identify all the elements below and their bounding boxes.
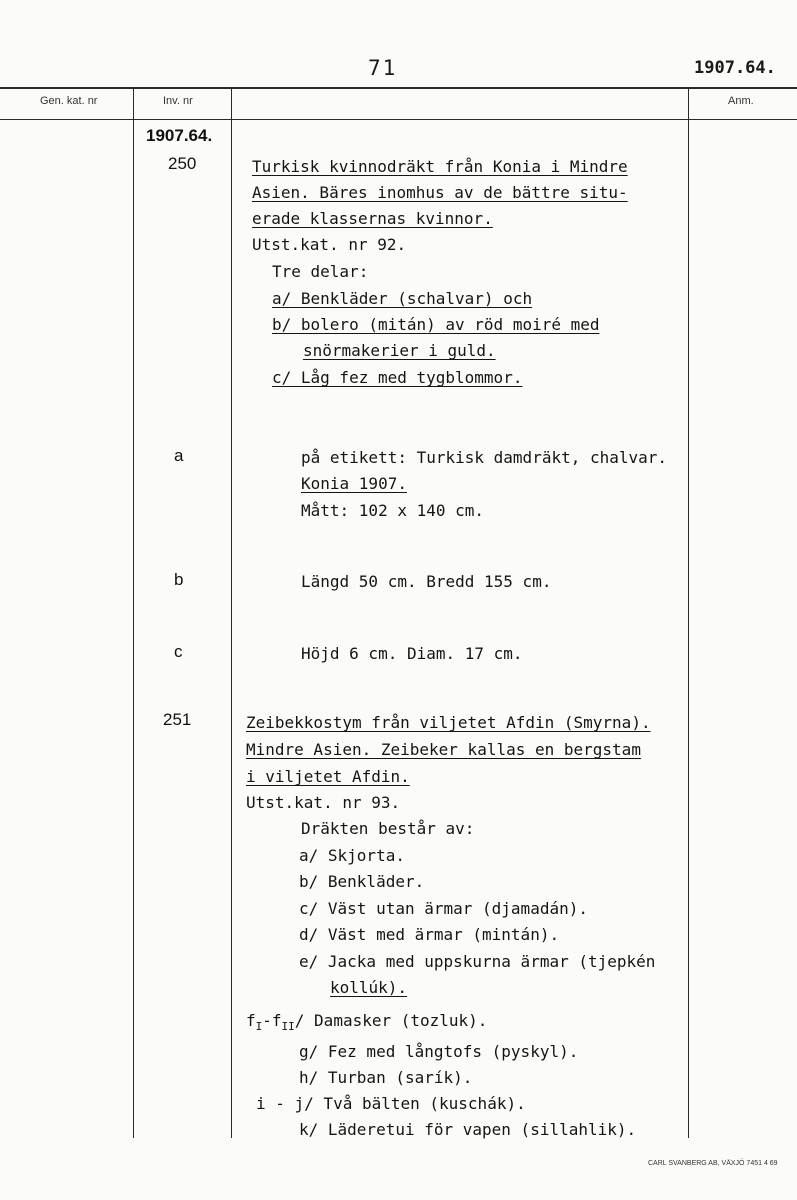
entry-251-part-f (246, 1011, 487, 1033)
entry-251-catalog-number: Utst.kat. nr 93. (246, 793, 401, 812)
printer-imprint: CARL SVANBERG AB, VÄXJÖ 7451 4 69 (648, 1160, 778, 1167)
inventory-number-251: 251 (163, 710, 192, 729)
header-top-rule (0, 87, 797, 89)
detail-a-dimensions: Mått: 102 x 140 cm. (301, 501, 485, 520)
entry-250-part-c: c/ Låg fez med tygblommor. (272, 368, 523, 387)
entry-251-description-2: Mindre Asien. Zeibeker kallas en bergstam (246, 740, 641, 759)
header-bottom-rule (0, 119, 797, 120)
entry-251-part-a: a/ Skjorta. (299, 846, 405, 865)
detail-a-label-text: på etikett: Turkisk damdräkt, chalvar. (301, 448, 668, 467)
entry-251-description-1: Zeibekkostym från viljetet Afdin (Smyrna). (246, 713, 651, 732)
entry-250-catalog-number: Utst.kat. nr 92. (252, 235, 407, 254)
part-f-subscript-2: II (281, 1020, 295, 1034)
entry-251-part-e-2: kollúk). (330, 978, 408, 997)
part-f-prefix: f (246, 1011, 256, 1030)
inventory-series: 1907.64. (146, 126, 213, 145)
collection-reference: 1907.64. (694, 58, 776, 78)
column-divider-1 (133, 88, 134, 1138)
column-header-gen-kat: Gen. kat. nr (40, 95, 98, 107)
entry-250-description-2: Asien. Bäres inomhus av de bättre situ- (252, 183, 628, 202)
entry-251-part-h: h/ Turban (sarík). (299, 1068, 473, 1087)
detail-letter-b: b (174, 570, 184, 589)
entry-250-part-a: a/ Benkläder (schalvar) och (272, 289, 533, 308)
inventory-number-250: 250 (168, 154, 197, 173)
entry-251-description-3: i viljetet Afdin. (246, 767, 410, 786)
entry-251-part-i-j: i - j/ Två bälten (kuschák). (256, 1094, 526, 1113)
entry-251-parts-intro: Dräkten består av: (301, 819, 475, 838)
detail-b-dimensions: Längd 50 cm. Bredd 155 cm. (301, 572, 552, 591)
entry-251-part-g: g/ Fez med långtofs (pyskyl). (299, 1042, 579, 1061)
entry-251-part-c: c/ Väst utan ärmar (djamadán). (299, 899, 588, 918)
detail-a-place-year: Konia 1907. (301, 474, 407, 493)
page-number: 71 (368, 56, 398, 80)
entry-250-description-3: erade klassernas kvinnor. (252, 209, 493, 228)
entry-251-part-e-1: e/ Jacka med uppskurna ärmar (tjepkén (299, 952, 656, 971)
entry-251-part-b: b/ Benkläder. (299, 872, 425, 891)
detail-letter-a: a (174, 446, 184, 465)
column-header-inv: Inv. nr (163, 95, 193, 107)
part-f-text: / Damasker (tozluk). (294, 1011, 488, 1030)
entry-251-part-k: k/ Läderetui för vapen (sillahlik). (299, 1120, 637, 1139)
entry-251-part-d: d/ Väst med ärmar (mintán). (299, 925, 560, 944)
column-divider-2 (231, 88, 232, 1138)
detail-c-dimensions: Höjd 6 cm. Diam. 17 cm. (301, 644, 523, 663)
detail-letter-c: c (174, 642, 183, 661)
part-f-subscript-1: I (255, 1020, 263, 1034)
column-header-anm: Anm. (728, 95, 754, 107)
part-f-dash: -f (262, 1011, 282, 1030)
entry-250-part-b-1: b/ bolero (mitán) av röd moiré med (272, 315, 600, 334)
entry-250-part-b-2: snörmakerier i guld. (303, 341, 496, 360)
column-divider-3 (688, 88, 689, 1138)
entry-250-description-1: Turkisk kvinnodräkt från Konia i Mindre (252, 157, 628, 176)
entry-250-parts-intro: Tre delar: (272, 262, 369, 281)
